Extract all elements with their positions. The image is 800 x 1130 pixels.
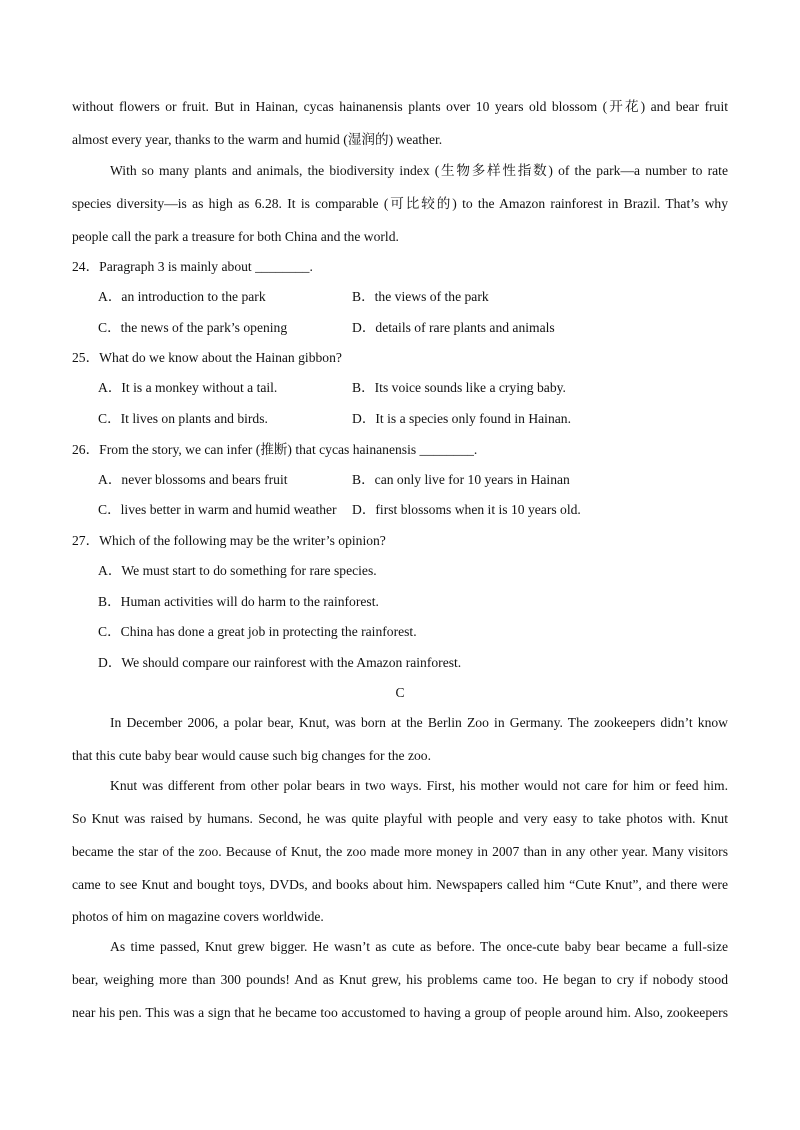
passage-line: So Knut was raised by humans. Second, he was quite playful with people and very easy to take photos with. Knut (72, 811, 728, 826)
question-26-option-c[interactable]: C．lives better in warm and humid weather (98, 502, 337, 517)
question-25-option-a[interactable]: A．It is a monkey without a tail. (98, 380, 278, 395)
question-27-option-a[interactable]: A．We must start to do something for rare species. (98, 563, 377, 578)
section-heading: C (395, 685, 405, 700)
passage-line: people call the park a treasure for both China and the world. (72, 229, 399, 244)
question-24-option-c[interactable]: C．the news of the park’s opening (98, 320, 288, 335)
passage-line: became the star of the zoo. Because of Knut, the zoo made more money in 2007 than in any other year. Many visitors (72, 844, 728, 859)
question-26-option-d[interactable]: D．first blossoms when it is 10 years old. (352, 502, 581, 517)
passage-line: Knut was different from other polar bears in two ways. First, his mother would not care for him or feed him. (110, 778, 728, 793)
passage-line: species diversity—is as high as 6.28. It is comparable (可比较的) to the Amazon rainforest in Brazil. That’s why (72, 196, 728, 211)
question-26-stem: 26．From the story, we can infer (推断) that cycas hainanensis ________. (72, 442, 478, 457)
question-27-stem: 27．Which of the following may be the writer’s opinion? (72, 533, 386, 548)
question-25-option-c[interactable]: C．It lives on plants and birds. (98, 411, 268, 426)
passage-line: that this cute baby bear would cause such big changes for the zoo. (72, 748, 431, 763)
question-25-option-b[interactable]: B．Its voice sounds like a crying baby. (352, 380, 566, 395)
passage-line: bear, weighing more than 300 pounds! And as Knut grew, his problems came too. He began to cry if nobody stood (72, 972, 728, 987)
question-27-option-d[interactable]: D．We should compare our rainforest with the Amazon rainforest. (98, 655, 462, 670)
passage-line: without flowers or fruit. But in Hainan, cycas hainanensis plants over 10 years old blossom (开花) and bear fruit (72, 99, 728, 114)
question-24-option-a[interactable]: A．an introduction to the park (98, 289, 266, 304)
question-25-stem: 25．What do we know about the Hainan gibbon? (72, 350, 342, 365)
passage-line: With so many plants and animals, the biodiversity index (生物多样性指数) of the park—a number to rate (110, 163, 728, 178)
passage-line: near his pen. This was a sign that he became too accustomed to having a group of people around him. Also, zookeepers (72, 1005, 728, 1020)
passage-line: almost every year, thanks to the warm and humid (湿润的) weather. (72, 132, 443, 147)
question-24-option-d[interactable]: D．details of rare plants and animals (352, 320, 555, 335)
question-24-stem: 24．Paragraph 3 is mainly about ________. (72, 259, 313, 274)
question-25-option-d[interactable]: D．It is a species only found in Hainan. (352, 411, 571, 426)
question-26-option-b[interactable]: B．can only live for 10 years in Hainan (352, 472, 570, 487)
question-27-option-b[interactable]: B．Human activities will do harm to the rainforest. (98, 594, 379, 609)
question-26-option-a[interactable]: A．never blossoms and bears fruit (98, 472, 288, 487)
passage-line: In December 2006, a polar bear, Knut, was born at the Berlin Zoo in Germany. The zookeepers didn’t know (110, 715, 728, 730)
question-27-option-c[interactable]: C．China has done a great job in protecting the rainforest. (98, 624, 417, 639)
passage-line: came to see Knut and bought toys, DVDs, and books about him. Newspapers called him “Cute Knut”, and there were (72, 877, 728, 892)
passage-line: photos of him on magazine covers worldwide. (72, 909, 324, 924)
passage-line: As time passed, Knut grew bigger. He wasn’t as cute as before. The once-cute baby bear became a full-size (110, 939, 728, 954)
question-24-option-b[interactable]: B．the views of the park (352, 289, 489, 304)
